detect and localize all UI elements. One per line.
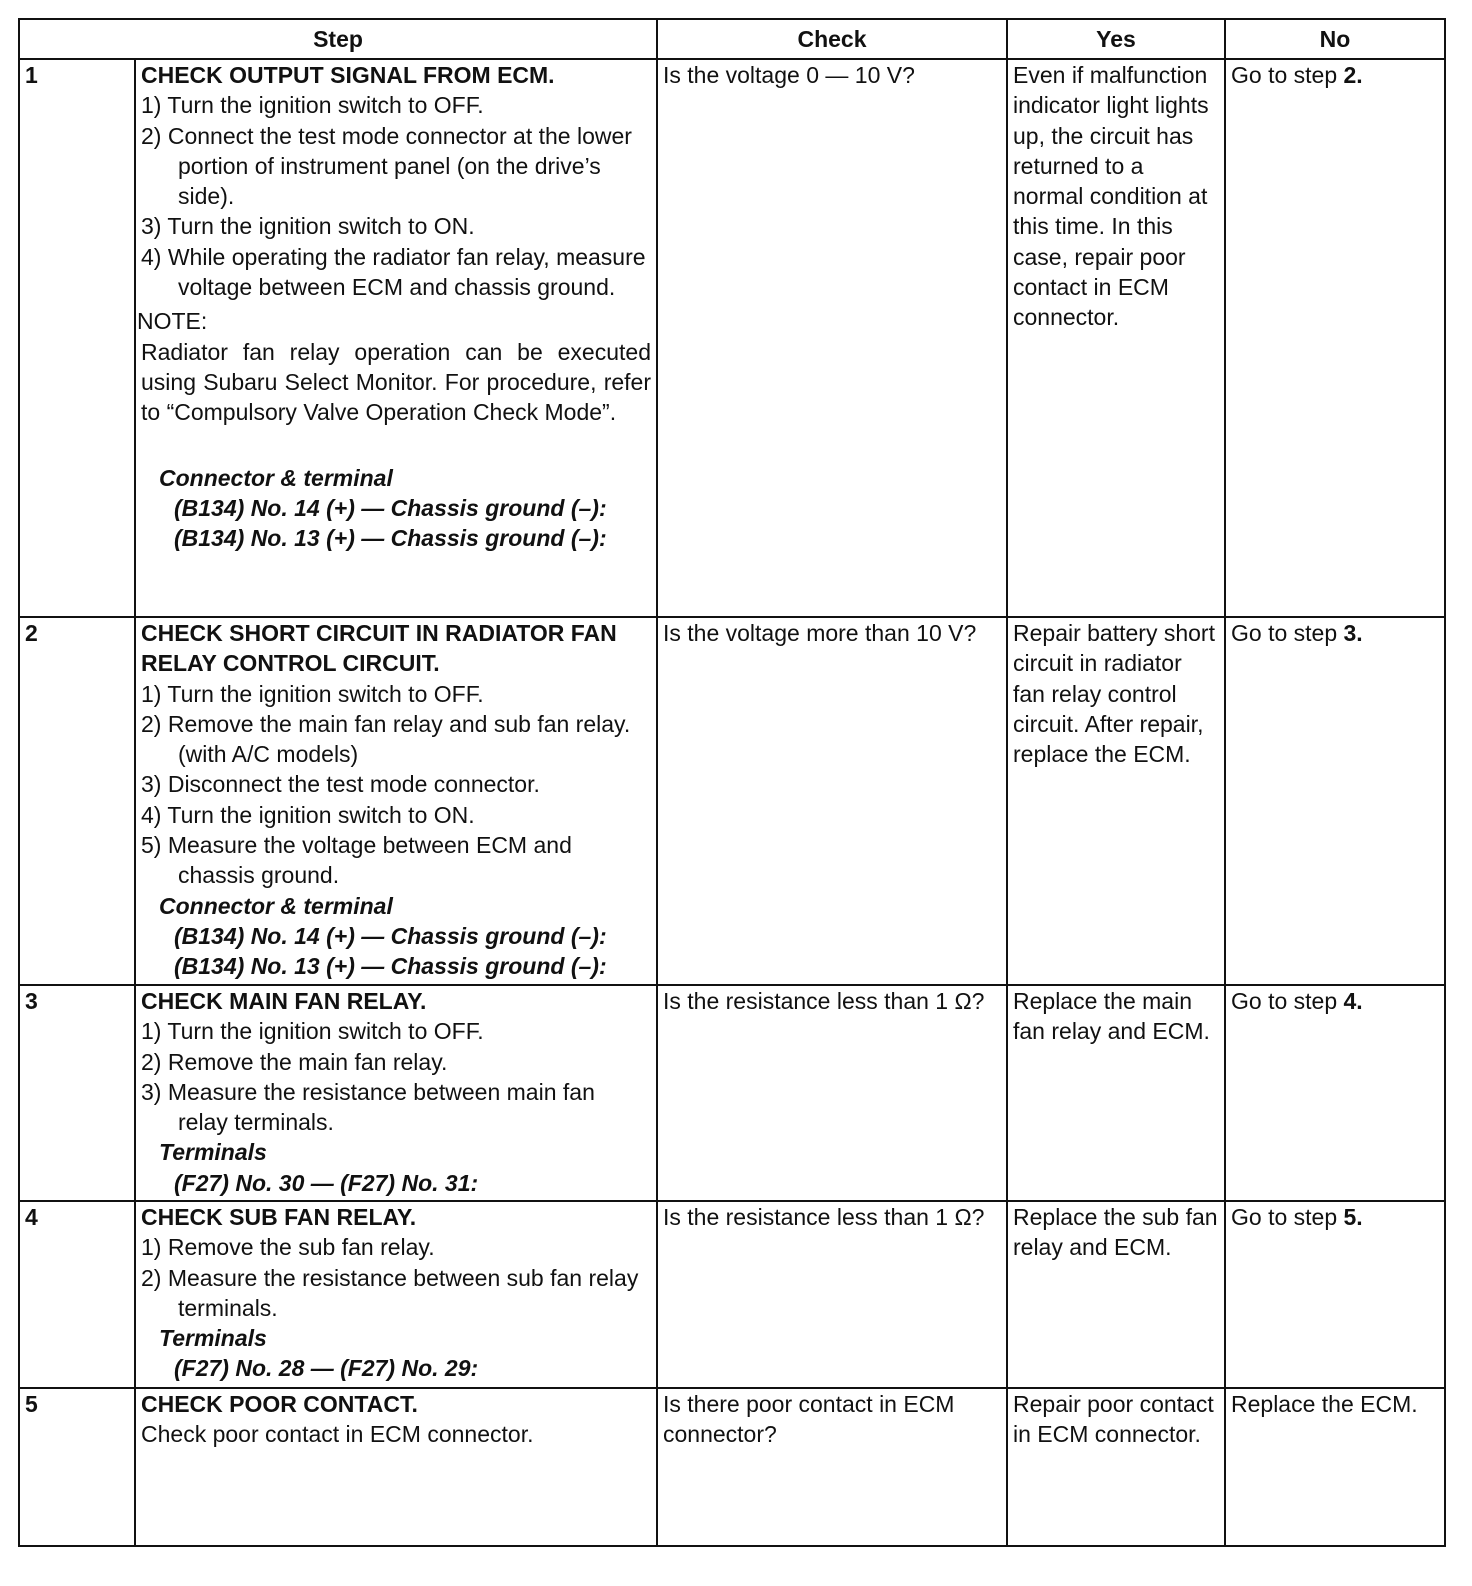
header-row [19, 19, 1445, 59]
no-action: Go to step 4. [1225, 985, 1445, 1201]
no-action: Go to step 5. [1225, 1201, 1445, 1388]
check-question: Is the resistance less than 1 Ω? [657, 1201, 1007, 1388]
next-step-ref: 5. [1343, 1204, 1363, 1230]
note-label: NOTE: [137, 308, 208, 335]
table-row-step-1 [19, 59, 1445, 617]
step-instruction: 2) Remove the main fan relay and sub fan relay. (with A/C models) [141, 710, 631, 768]
step-number: 5 [19, 1388, 135, 1546]
step-title: CHECK OUTPUT SIGNAL FROM ECM. [141, 62, 555, 88]
step-procedure [135, 617, 657, 985]
header-check: Check [657, 19, 1007, 59]
table-row-step-3 [19, 985, 1445, 1201]
no-action: Replace the ECM. [1225, 1388, 1445, 1546]
yes-action: Repair battery short circuit in radiator fan relay control circuit. After repair, replace the ECM. [1007, 617, 1225, 985]
step-instruction: 3) Disconnect the test mode connector. [141, 771, 540, 798]
no-action: Go to step 2. [1225, 59, 1445, 617]
step-procedure [135, 1201, 657, 1388]
diagnostic-table [18, 18, 1446, 1547]
step-instruction: 4) While operating the radiator fan relay, measure voltage between ECM and chassis ground. [141, 243, 646, 301]
table-row-step-4 [19, 1201, 1445, 1388]
step-instruction: 5) Measure the voltage between ECM and chassis ground. [141, 832, 572, 889]
yes-action: Replace the sub fan relay and ECM. [1007, 1201, 1225, 1388]
check-question: Is the voltage 0 — 10 V? [657, 59, 1007, 617]
step-title: CHECK POOR CONTACT. [141, 1391, 418, 1417]
step-procedure [135, 985, 657, 1201]
check-question: Is there poor contact in ECM connector? [657, 1388, 1007, 1546]
note-text: Radiator fan relay operation can be executed using Subaru Select Monitor. For procedure, refer to “Compulsory Valve Operation Check Mode”. [141, 338, 651, 426]
step-instruction: 1) Remove the sub fan relay. [141, 1234, 435, 1261]
terminal-heading: Terminals [159, 1325, 267, 1352]
terminal-spec: (F27) No. 28 — (F27) No. 29: [174, 1355, 479, 1382]
next-step-ref: 3. [1343, 620, 1363, 646]
next-step-ref: 2. [1343, 62, 1363, 88]
step-instruction: 2) Measure the resistance between sub fan relay terminals. [141, 1264, 639, 1321]
table-row-step-5 [19, 1388, 1445, 1546]
terminal-heading: Terminals [159, 1139, 267, 1166]
check-question: Is the resistance less than 1 Ω? [657, 985, 1007, 1201]
header-yes: Yes [1007, 19, 1225, 59]
step-instruction: 1) Turn the ignition switch to OFF. [141, 680, 484, 707]
step-instruction: 3) Turn the ignition switch to ON. [141, 213, 475, 240]
header-step: Step [19, 19, 657, 59]
step-instruction: Check poor contact in ECM connector. [141, 1421, 534, 1448]
step-instruction: 1) Turn the ignition switch to OFF. [141, 92, 484, 119]
yes-action: Even if malfunction indicator light lights up, the circuit has returned to a normal condition at this time. In this case, repair poor contact in ECM connector. [1007, 59, 1225, 617]
step-procedure [135, 59, 657, 617]
step-title: CHECK SHORT CIRCUIT IN RADIATOR FAN RELAY CONTROL CIRCUIT. [141, 620, 617, 677]
step-instruction: 3) Measure the resistance between main fan relay terminals. [141, 1078, 595, 1136]
step-number: 1 [19, 59, 135, 617]
yes-action: Repair poor contact in ECM connector. [1007, 1388, 1225, 1546]
terminal-spec: (B134) No. 13 (+) — Chassis ground (–): [174, 525, 607, 552]
header-no: No [1225, 19, 1445, 59]
step-instruction: 2) Remove the main fan relay. [141, 1048, 448, 1075]
step-instruction: 2) Connect the test mode connector at the lower portion of instrument panel (on the drive’s side). [141, 122, 632, 210]
step-procedure [135, 1388, 657, 1546]
terminal-spec: (F27) No. 30 — (F27) No. 31: [174, 1169, 479, 1196]
yes-action: Replace the main fan relay and ECM. [1007, 985, 1225, 1201]
step-title: CHECK MAIN FAN RELAY. [141, 988, 427, 1014]
step-number: 2 [19, 617, 135, 985]
step-number: 4 [19, 1201, 135, 1388]
next-step-ref: 4. [1343, 988, 1363, 1014]
table-row-step-2 [19, 617, 1445, 985]
no-action: Go to step 3. [1225, 617, 1445, 985]
terminal-spec: (B134) No. 14 (+) — Chassis ground (–): [174, 922, 607, 949]
check-question: Is the voltage more than 10 V? [657, 617, 1007, 985]
step-instruction: 4) Turn the ignition switch to ON. [141, 801, 475, 828]
terminal-heading: Connector & terminal [159, 464, 393, 491]
terminal-heading: Connector & terminal [159, 892, 393, 919]
step-number: 3 [19, 985, 135, 1201]
terminal-spec: (B134) No. 14 (+) — Chassis ground (–): [174, 494, 607, 521]
step-title: CHECK SUB FAN RELAY. [141, 1204, 417, 1230]
terminal-spec: (B134) No. 13 (+) — Chassis ground (–): [174, 953, 607, 980]
step-instruction: 1) Turn the ignition switch to OFF. [141, 1018, 484, 1045]
